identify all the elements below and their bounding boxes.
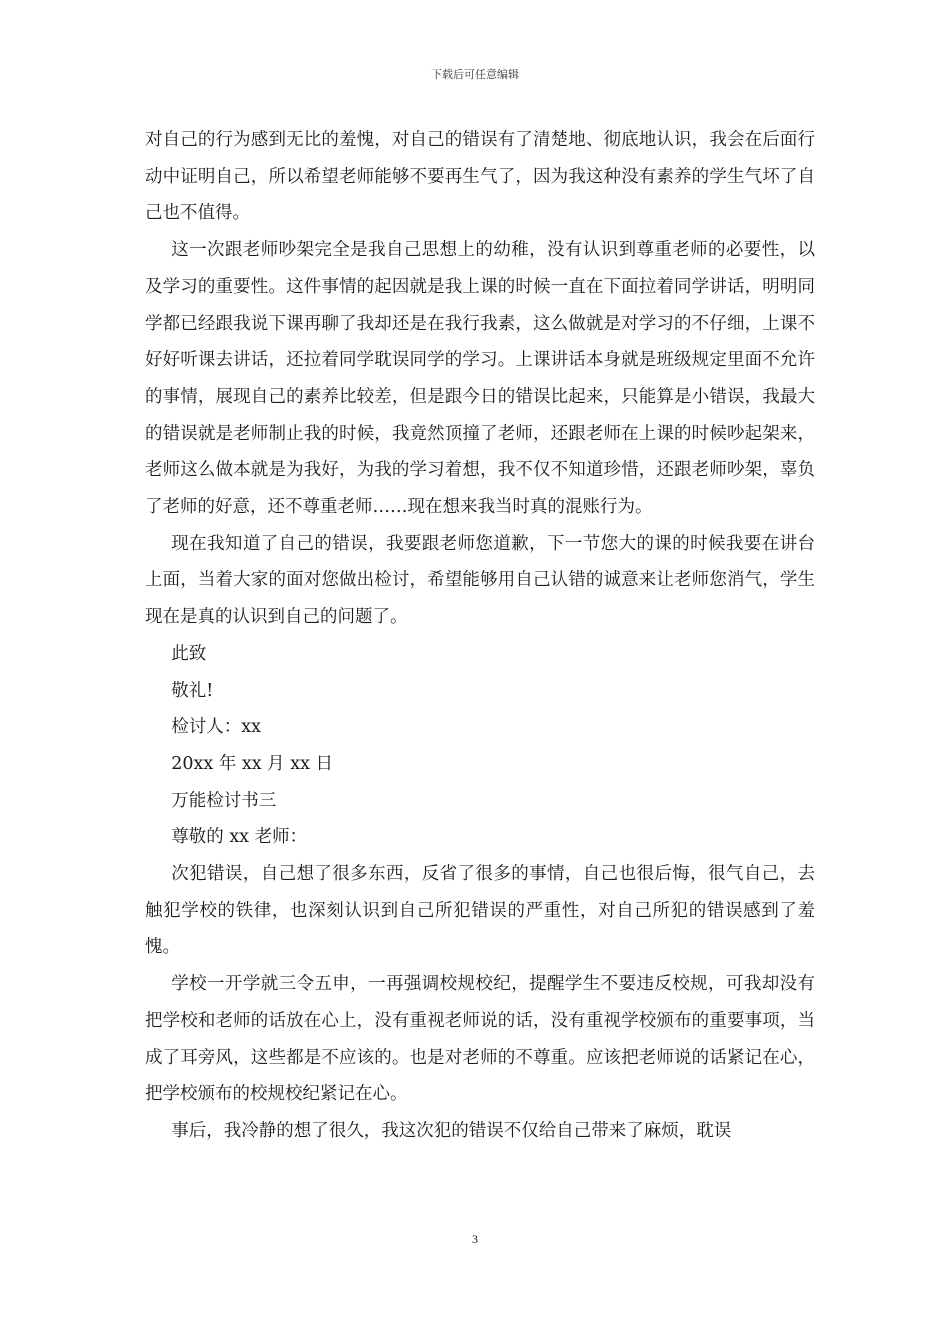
paragraph-quarrel: 这一次跟老师吵架完全是我自己思想上的幼稚，没有认识到尊重老师的必要性，以及学习的重要性。这件事情的起因就是我上课的时候一直在下面拉着同学讲话，明明同学都已经跟我说下课再聊了我却还是在我行我素，这么做就是对学习的不仔细，上课不好好听课去讲话，还拉着同学耽误同学的学习。上课讲话本身就是班级规定里面不允许的事情，展现自己的素养比较差，但是跟今日的错误比起来，只能算是小错误，我最大的错误就是老师制止我的时候，我竟然顶撞了老师，还跟老师在上课的时候吵起架来，老师这么做本就是为我好，为我的学习着想，我不仅不知道珍惜，还跟老师吵架，辜负了老师的好意，还不尊重老师……现在想来我当时真的混账行为。 [145,240,815,518]
signature-date: 20xx 年 xx 月 xx 日 [171,753,334,774]
letter-greeting: 尊敬的 xx 老师： [171,827,308,848]
paragraph-school-rules: 学校一开学就三令五申，一再强调校规校纪，提醒学生不要违反校规，可我却没有把学校和老师的话放在心上，没有重视老师说的话，没有重视学校颁布的重要事项，当成了耳旁风，这些都是不应该的。也是对老师的不尊重。应该把老师说的话紧记在心，把学校颁布的校规校纪紧记在心。 [145,974,815,1105]
page-number: 3 [472,1232,478,1246]
paragraph-apology: 现在我知道了自己的错误，我要跟老师您道歉，下一节您大的课的时候我要在讲台上面，当着大家的面对您做出检讨，希望能够用自己认错的诚意来让老师您消气，学生现在是真的认识到自己的问题了。 [145,533,815,628]
paragraph-continued: 对自己的行为感到无比的羞愧，对自己的错误有了清楚地、彻底地认识，我会在后面行动中证明自己，所以希望老师能够不要再生气了，因为我这种没有素养的学生气坏了自己也不值得。 [145,130,815,224]
closing-salutation: 此致 [171,643,207,664]
paragraph-aftermath: 事后，我冷静的想了很久，我这次犯的错误不仅给自己带来了麻烦，耽误 [171,1120,732,1141]
section-title: 万能检讨书三 [171,790,277,811]
closing-regards: 敬礼! [171,680,214,701]
page-header: 下载后可任意编辑 [431,68,519,81]
document-body [145,122,815,1150]
paragraph-reflection: 次犯错误，自己想了很多东西，反省了很多的事情，自己也很后悔，很气自己，去触犯学校的铁律，也深刻认识到自己所犯错误的严重性，对自己所犯的错误感到了羞愧。 [145,864,815,958]
signature-author: 检讨人：xx [171,717,261,738]
